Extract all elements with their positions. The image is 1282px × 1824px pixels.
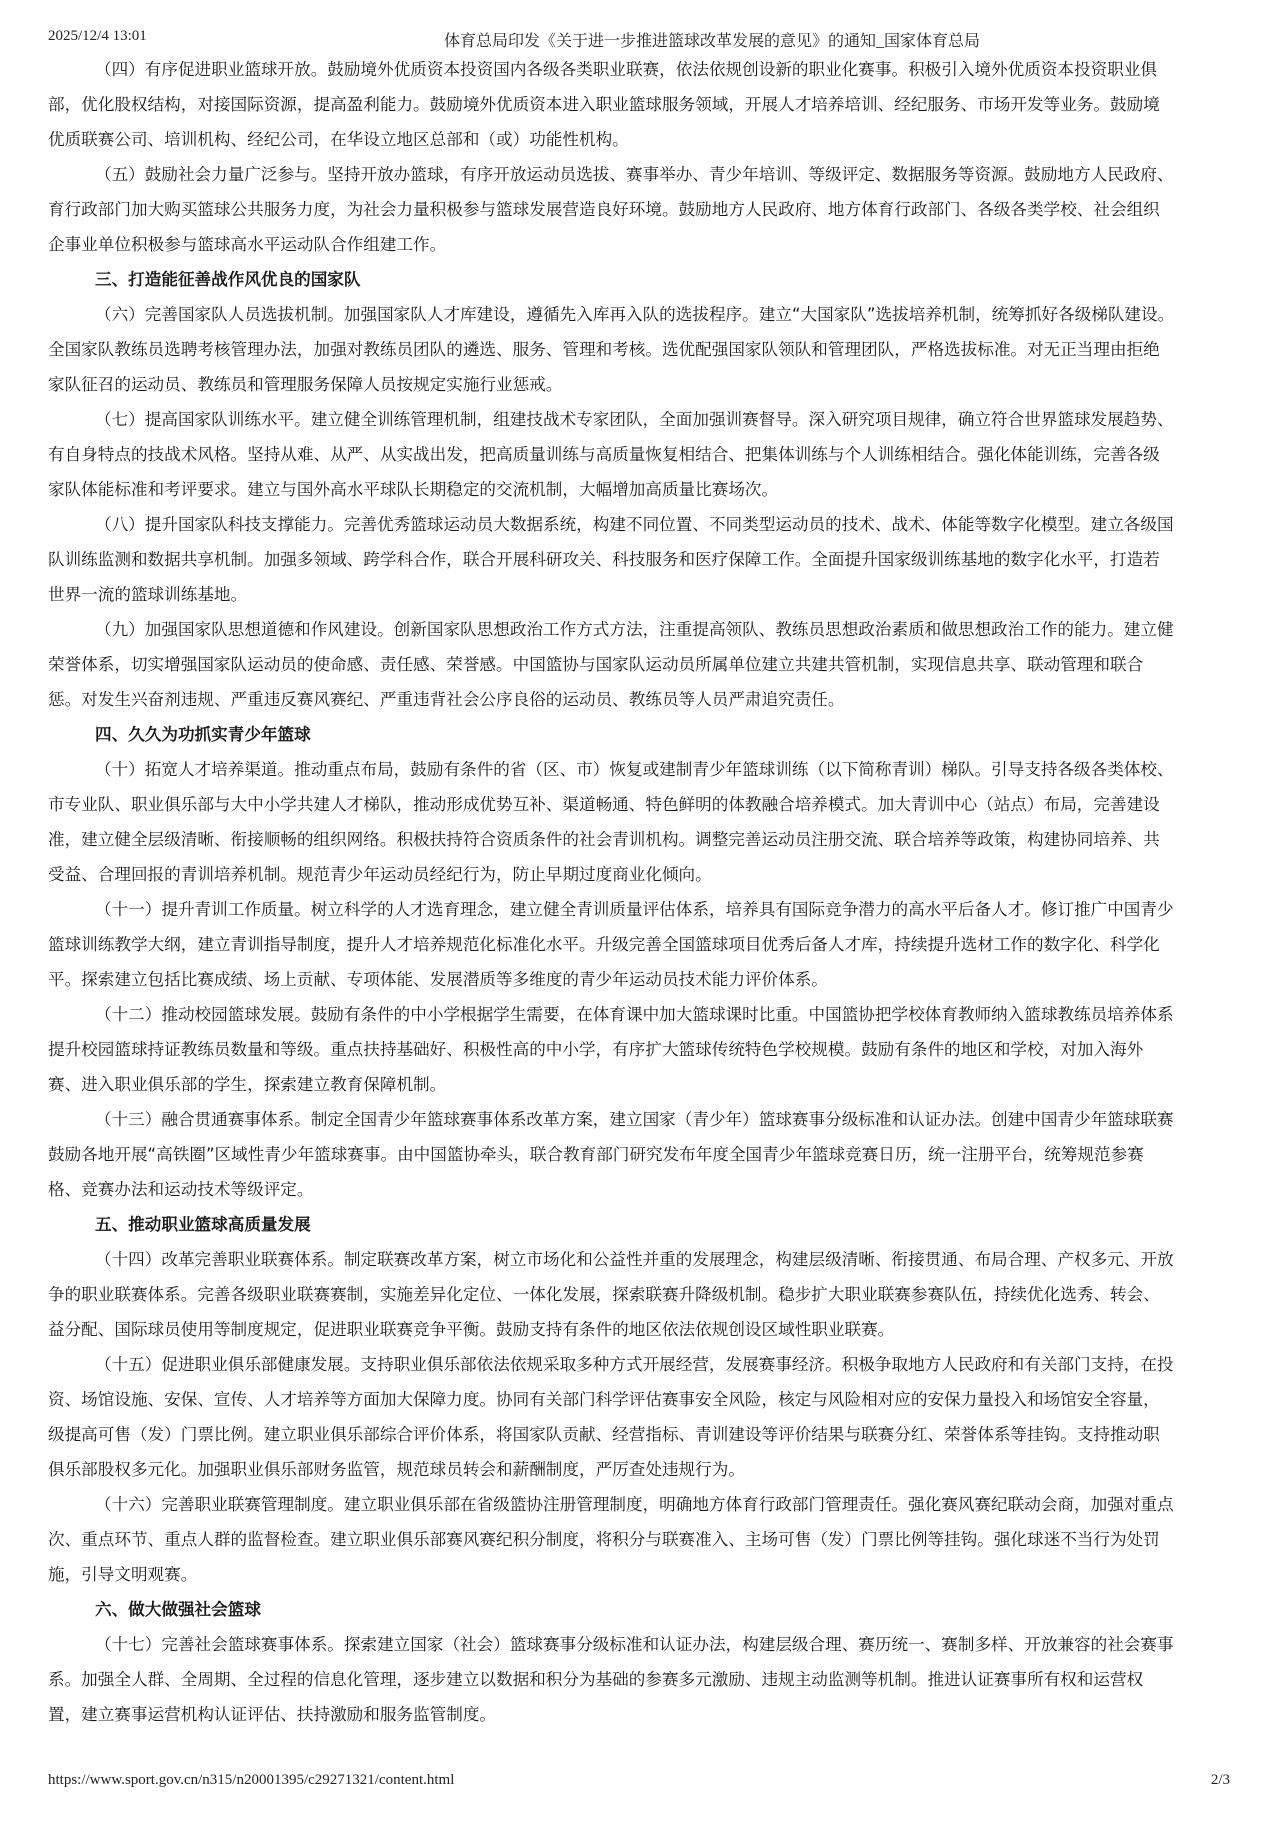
- paragraph: [48, 1627, 1230, 1732]
- paragraph-line: 惩。对发生兴奋剂违规、严重违反赛风赛纪、严重违背社会公序良俗的运动员、教练员等人员严肃追究责任。: [48, 690, 845, 709]
- page-number: 2/3: [1210, 1772, 1230, 1788]
- paragraph: [48, 52, 1230, 157]
- paragraph-line: 荣誉体系，切实增强国家队运动员的使命感、责任感、荣誉感。中国篮协与国家队运动员所属单位建立共建共管机制，实现信息共享、联动管理和联合: [48, 655, 1144, 674]
- paragraph-line: 家队征召的运动员、教练员和管理服务保障人员按规定实施行业惩戒。: [48, 375, 563, 394]
- paragraph: [48, 997, 1230, 1102]
- print-header: [48, 26, 1234, 50]
- paragraph-line: （十一）提升青训工作质量。树立科学的人才选育理念，建立健全青训质量评估体系，培养具有国际竞争潜力的高水平后备人才。修订推广中国青少: [95, 900, 1174, 919]
- paragraph-line: 准，建立健全层级清晰、衔接顺畅的组织网络。积极扶持符合资质条件的社会青训机构。调整完善运动员注册交流、联合培养等政策，构建协同培养、共: [48, 830, 1160, 849]
- print-page-title: 体育总局印发《关于进一步推进篮球改革发展的意见》的通知_国家体育总局: [444, 33, 981, 50]
- paragraph-line: （十六）完善职业联赛管理制度。建立职业俱乐部在省级篮协注册管理制度，明确地方体育行政部门管理责任。强化赛风赛纪联动会商，加强对重点: [95, 1495, 1174, 1514]
- paragraph: [48, 892, 1230, 997]
- paragraph: [48, 297, 1230, 402]
- paragraph-line: （十二）推动校园篮球发展。鼓励有条件的中小学根据学生需要，在体育课中加大篮球课时比重。中国篮协把学校体育教师纳入篮球教练员培养体系: [95, 1005, 1174, 1024]
- paragraph-line: 次、重点环节、重点人群的监督检查。建立职业俱乐部赛风赛纪积分制度，将积分与联赛准入、主场可售（发）门票比例等挂钩。强化球迷不当行为处罚: [48, 1530, 1160, 1549]
- paragraph-line: 世界一流的篮球训练基地。: [48, 585, 248, 604]
- paragraph-line: 俱乐部股权多元化。加强职业俱乐部财务监管，规范球员转会和薪酬制度，严厉查处违规行为。: [48, 1460, 745, 1479]
- print-url: https://www.sport.gov.cn/n315/n20001395/c29271321/content.html: [48, 1772, 455, 1788]
- section-heading: 四、久久为功抓实青少年篮球: [95, 725, 311, 744]
- paragraph-line: 级提高可售（发）门票比例。建立职业俱乐部综合评价体系，将国家队贡献、经营指标、青训建设等评价结果与联赛分红、荣誉体系等挂钩。支持推动职: [48, 1425, 1160, 1444]
- paragraph-line: 受益、合理回报的青训培养机制。规范青少年运动员经纪行为，防止早期过度商业化倾向。: [48, 865, 712, 884]
- paragraph: [48, 1242, 1230, 1347]
- paragraph-line: （十四）改革完善职业联赛体系。制定联赛改革方案，树立市场化和公益性并重的发展理念，构建层级清晰、衔接贯通、布局合理、产权多元、开放: [95, 1250, 1174, 1269]
- paragraph-line: 格、竞赛办法和运动技术等级评定。: [48, 1180, 314, 1199]
- paragraph-line: 优质联赛公司、培训机构、经纪公司，在华设立地区总部和（或）功能性机构。: [48, 130, 629, 149]
- paragraph-line: （十七）完善社会篮球赛事体系。探索建立国家（社会）篮球赛事分级标准和认证办法，构建层级合理、赛历统一、赛制多样、开放兼容的社会赛事: [95, 1635, 1174, 1654]
- paragraph-line: （七）提高国家队训练水平。建立健全训练管理机制，组建技战术专家团队，全面加强训赛督导。深入研究项目规律，确立符合世界篮球发展趋势、: [95, 410, 1174, 429]
- paragraph-line: 部，优化股权结构，对接国际资源，提高盈利能力。鼓励境外优质资本进入职业篮球服务领域，开展人才培养培训、经纪服务、市场开发等业务。鼓励境: [48, 95, 1160, 114]
- paragraph-line: （五）鼓励社会力量广泛参与。坚持开放办篮球，有序开放运动员选拔、赛事举办、青少年培训、等级评定、数据服务等资源。鼓励地方人民政府、: [95, 165, 1174, 184]
- paragraph: [48, 1102, 1230, 1207]
- paragraph: [48, 612, 1230, 717]
- paragraph: [48, 402, 1230, 507]
- paragraph-line: 家队体能标准和考评要求。建立与国外高水平球队长期稳定的交流机制，大幅增加高质量比赛场次。: [48, 480, 779, 499]
- paragraph-line: 赛、进入职业俱乐部的学生，探索建立教育保障机制。: [48, 1075, 447, 1094]
- paragraph-line: （四）有序促进职业篮球开放。鼓励境外优质资本投资国内各级各类职业联赛，依法依规创设新的职业化赛事。积极引入境外优质资本投资职业俱: [95, 60, 1157, 79]
- paragraph-line: 全国家队教练员选聘考核管理办法，加强对教练员团队的遴选、服务、管理和考核。选优配强国家队领队和管理团队，严格选拔标准。对无正当理由拒绝: [48, 340, 1160, 359]
- paragraph-line: 置，建立赛事运营机构认证评估、扶持激励和服务监管制度。: [48, 1705, 497, 1724]
- section-heading: 六、做大做强社会篮球: [95, 1600, 261, 1619]
- paragraph-line: 争的职业联赛体系。完善各级职业联赛赛制，实施差异化定位、一体化发展，探索联赛升降级机制。稳步扩大职业联赛参赛队伍，持续优化选秀、转会、: [48, 1285, 1160, 1304]
- print-footer: [48, 1772, 1234, 1794]
- paragraph-line: （八）提升国家队科技支撑能力。完善优秀篮球运动员大数据系统，构建不同位置、不同类型运动员的技术、战术、体能等数字化模型。建立各级国: [95, 515, 1174, 534]
- paragraph-line: （九）加强国家队思想道德和作风建设。创新国家队思想政治工作方式方法，注重提高领队、教练员思想政治素质和做思想政治工作的能力。建立健: [95, 620, 1174, 639]
- paragraph-line: （十）拓宽人才培养渠道。推动重点布局，鼓励有条件的省（区、市）恢复或建制青少年篮球训练（以下简称青训）梯队。引导支持各级各类体校、: [95, 760, 1174, 779]
- paragraph: [48, 507, 1230, 612]
- paragraph: [48, 1347, 1230, 1487]
- paragraph-line: 系。加强全人群、全周期、全过程的信息化管理，逐步建立以数据和积分为基础的参赛多元激励、违规主动监测等机制。推进认证赛事所有权和运营权: [48, 1670, 1144, 1689]
- paragraph-line: 资、场馆设施、安保、宣传、人才培养等方面加大保障力度。协同有关部门科学评估赛事安全风险，核定与风险相对应的安保力量投入和场馆安全容量，: [48, 1390, 1160, 1409]
- paragraph-line: 有自身特点的技战术风格。坚持从难、从严、从实战出发，把高质量训练与高质量恢复相结合、把集体训练与个人训练相结合。强化体能训练，完善各级: [48, 445, 1160, 464]
- paragraph-line: （十五）促进职业俱乐部健康发展。支持职业俱乐部依法依规采取多种方式开展经营，发展赛事经济。积极争取地方人民政府和有关部门支持，在投: [95, 1355, 1174, 1374]
- paragraph-line: （十三）融合贯通赛事体系。制定全国青少年篮球赛事体系改革方案，建立国家（青少年）篮球赛事分级标准和认证办法。创建中国青少年篮球联赛: [95, 1110, 1174, 1129]
- paragraph-line: 企事业单位积极参与篮球高水平运动队合作组建工作。: [48, 235, 447, 254]
- paragraph-line: 平。探索建立包括比赛成绩、场上贡献、专项体能、发展潜质等多维度的青少年运动员技术能力评价体系。: [48, 970, 828, 989]
- paragraph-line: 提升校园篮球持证教练员数量和等级。重点扶持基础好、积极性高的中小学，有序扩大篮球传统特色学校规模。鼓励有条件的地区和学校，对加入海外: [48, 1040, 1144, 1059]
- article-body: [48, 52, 1230, 1724]
- paragraph: [48, 157, 1230, 262]
- section-heading: 五、推动职业篮球高质量发展: [95, 1215, 311, 1234]
- paragraph-line: 鼓励各地开展“高铁圈”区域性青少年篮球赛事。由中国篮协牵头，联合教育部门研究发布年度全国青少年篮球竞赛日历，统一注册平台，统筹规范参赛: [48, 1145, 1144, 1164]
- paragraph-line: 益分配、国际球员使用等制度规定，促进职业联赛竞争平衡。鼓励支持有条件的地区依法依规创设区域性职业联赛。: [48, 1320, 895, 1339]
- paragraph-line: 育行政部门加大购买篮球公共服务力度，为社会力量积极参与篮球发展营造良好环境。鼓励地方人民政府、地方体育行政部门、各级各类学校、社会组织: [48, 200, 1160, 219]
- paragraph-line: 篮球训练教学大纲，建立青训指导制度，提升人才培养规范化标准化水平。升级完善全国篮球项目优秀后备人才库，持续提升选材工作的数字化、科学化: [48, 935, 1160, 954]
- paragraph-line: （六）完善国家队人员选拔机制。加强国家队人才库建设，遵循先入库再入队的选拔程序。建立“大国家队”选拔培养机制，统筹抓好各级梯队建设。: [95, 305, 1175, 324]
- paragraph-line: 施，引导文明观赛。: [48, 1565, 198, 1584]
- print-datetime: 2025/12/4 13:01: [48, 28, 147, 44]
- paragraph-line: 队训练监测和数据共享机制。加强多领域、跨学科合作，联合开展科研攻关、科技服务和医疗保障工作。全面提升国家级训练基地的数字化水平，打造若: [48, 550, 1160, 569]
- paragraph: [48, 752, 1230, 892]
- paragraph-line: 市专业队、职业俱乐部与大中小学共建人才梯队，推动形成优势互补、渠道畅通、特色鲜明的体教融合培养模式。加大青训中心（站点）布局，完善建设: [48, 795, 1160, 814]
- section-heading: 三、打造能征善战作风优良的国家队: [95, 270, 361, 289]
- paragraph: [48, 1487, 1230, 1592]
